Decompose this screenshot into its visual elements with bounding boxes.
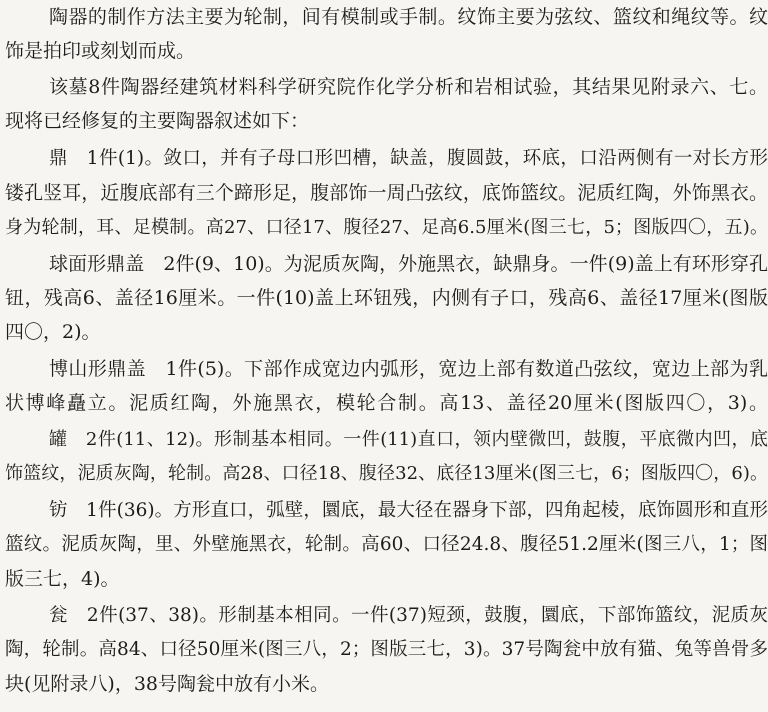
text-line: 现将已经修复的主要陶器叙述如下： <box>5 110 310 132</box>
text-line: 该墓8件陶器经建筑材料科学研究院作化学分析和岩相试验，其结果见附录六、七。 <box>49 76 768 98</box>
text-line: 钮，残高6、盖径16厘米。一件(10)盖上环钮残，内侧有子口，残高6、盖径17厘米(图版 <box>5 287 768 309</box>
text-line: 罐 2件(11、12)。形制基本相同。一件(11)直口，领内壁微凹，鼓腹，平底微内凹，底 <box>49 429 768 450</box>
text-line: 篮纹。泥质灰陶，里、外壁施黑衣，轮制。高60、口径24.8、腹径51.2厘米(图三八，1；图 <box>5 534 768 555</box>
text-line: 瓮 2件(37、38)。形制基本相同。一件(37)短颈，鼓腹，圜底，下部饰篮纹，泥质灰 <box>49 605 768 626</box>
text-line: 版三七，4)。 <box>5 568 120 590</box>
text-line: 镂孔竖耳，近腹底部有三个蹄形足，腹部饰一周凸弦纹，底饰篮纹。泥质红陶，外饰黑衣。 <box>5 182 768 204</box>
text-line: 四〇，2)。 <box>5 321 101 343</box>
text-line: 饰是拍印或刻划而成。 <box>5 40 196 62</box>
text-line: 陶器的制作方法主要为轮制，间有模制或手制。纹饰主要为弦纹、篮纹和绳纹等。纹 <box>49 6 768 28</box>
text-line: 陶，轮制。高84、口径50厘米(图三八，2；图版三七，3)。37号陶瓮中放有猫、兔等兽骨多 <box>5 639 768 660</box>
text-line: 饰篮纹，泥质灰陶，轮制。高28、口径18、腹径32、底径13厘米(图三七，6；图版四〇，6)。 <box>5 463 768 484</box>
text-line: 身为轮制，耳、足模制。高27、口径17、腹径27、足高6.5厘米(图三七，5；图版四〇，五)。 <box>5 217 768 238</box>
text-line: 钫 1件(36)。方形直口，弧壁，圜底，最大径在器身下部，四角起棱，底饰圆形和直形 <box>49 500 768 521</box>
text-line: 博山形鼎盖 1件(5)。下部作成宽边内弧形，宽边上部有数道凸弦纹，宽边上部为乳 <box>49 358 768 380</box>
text-line: 状博峰矗立。泥质红陶，外施黑衣，模轮合制。高13、盖径20厘米(图版四〇，3)。 <box>5 392 768 414</box>
text-line: 鼎 1件(1)。敛口，并有子母口形凹槽，缺盖，腹圆鼓，环底，口沿两侧有一对长方形 <box>49 148 768 169</box>
text-line: 块(见附录八)，38号陶瓮中放有小米。 <box>5 673 330 695</box>
text-line: 球面形鼎盖 2件(9、10)。为泥质灰陶，外施黑衣，缺鼎身。一件(9)盖上有环形穿孔 <box>49 253 768 275</box>
